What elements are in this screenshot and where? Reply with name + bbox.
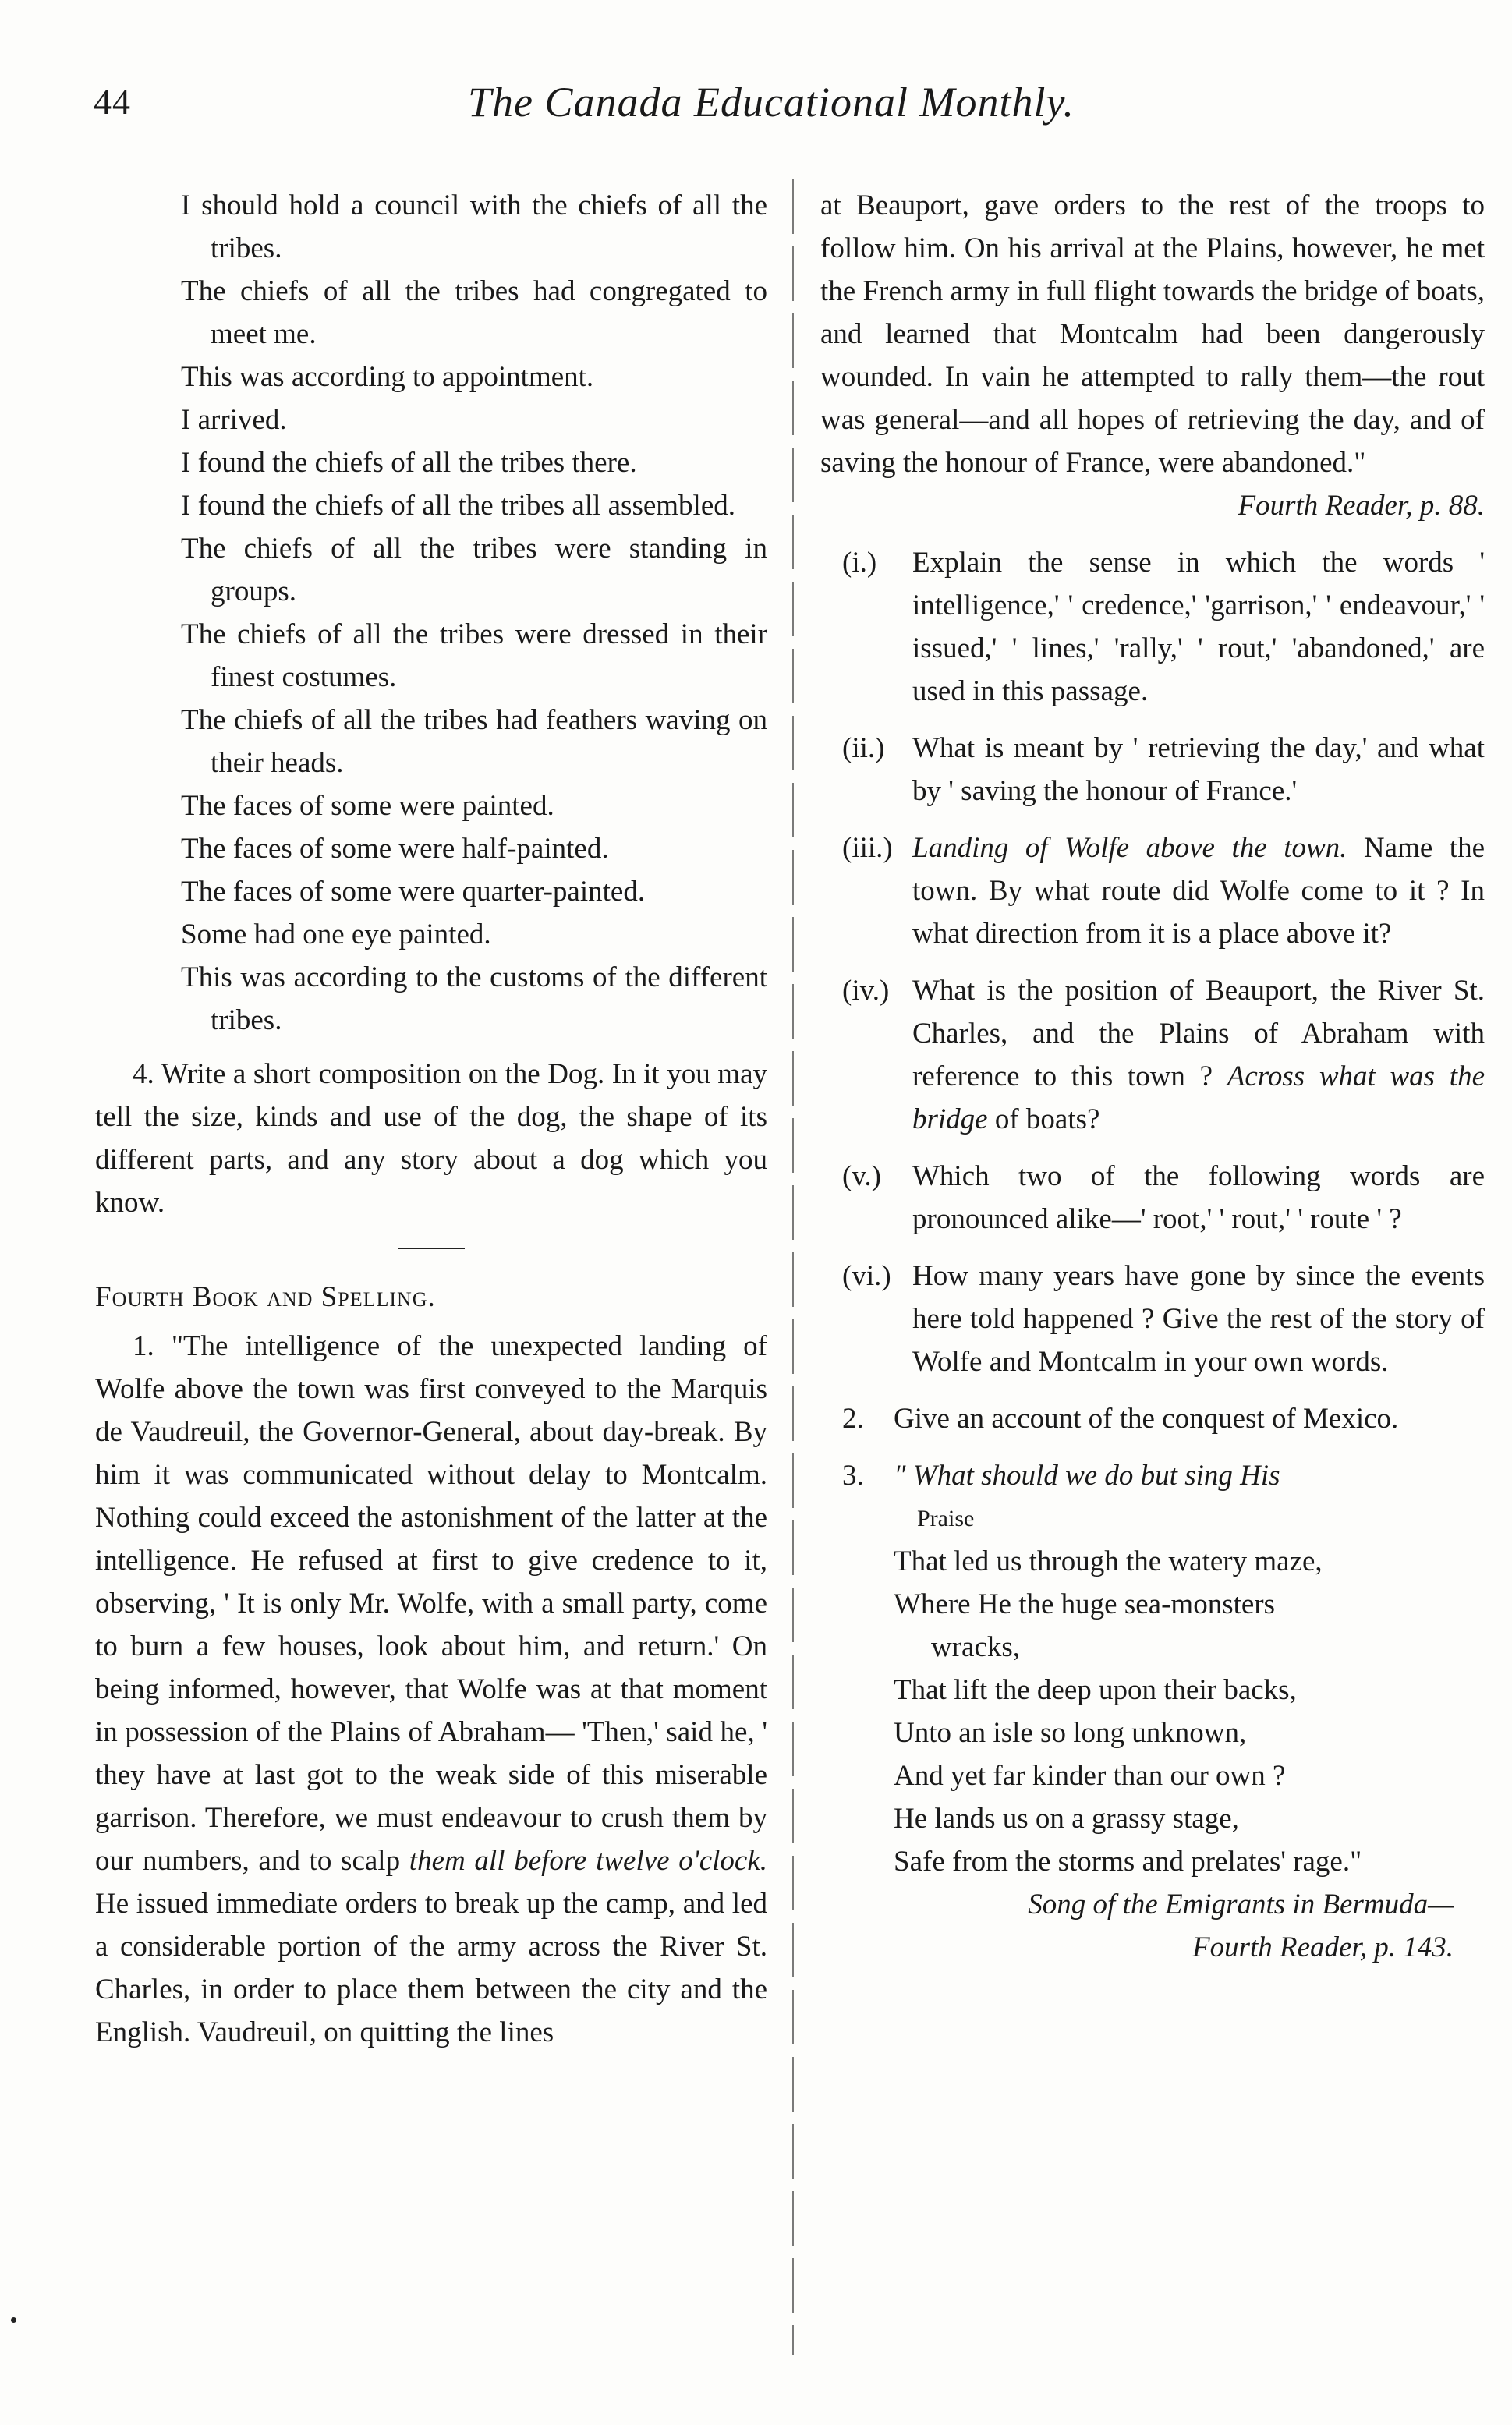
question-label: (iii.) <box>842 832 893 864</box>
running-header <box>94 81 1482 136</box>
poem <box>894 1540 1485 1883</box>
poem-line: That lift the deep upon their backs, <box>894 1674 1297 1706</box>
question-item <box>820 1155 1485 1241</box>
question-text: How many years have gone by since the events here told happened ? Give the rest of the story of Wolfe and Montcalm in your own words. <box>912 1260 1485 1378</box>
right-column <box>820 184 1485 1969</box>
question-text: Explain the sense in which the words ' intelligence,' ' credence,' 'garrison,' ' endeavour,' ' issued,' ' lines,' 'rally,' ' rout,' 'abandoned,' are used in this passage. <box>912 547 1485 707</box>
question-4: 4. Write a short composition on the Dog. In it you may tell the size, kinds and use of the dog, the shape of its different parts, and any story about a dog which you know. <box>95 1058 767 1219</box>
question-3 <box>820 1454 1485 1540</box>
source-citation: Song of the Emigrants in Bermuda— <box>1028 1889 1454 1921</box>
source-citation: Fourth Reader, p. 88. <box>1238 490 1485 522</box>
sentence: Some had one eye painted. <box>181 919 491 951</box>
question-label: (v.) <box>842 1160 881 1192</box>
question-body: Name the town. By what route did Wolfe come to it ? In what direction from it is a place above it? <box>912 832 1485 950</box>
passage-paragraph <box>95 1325 767 2054</box>
sentence: The chiefs of all the tribes were standing in groups. <box>181 533 767 607</box>
passage-continuation: at Beauport, gave orders to the rest of the troops to follow him. On his arrival at the Plains, however, he met the French army in full flight towards the bridge of boats, and learned that Montcalm had been dangerously wounded. In vain he attempted to rally them—the rout was general—and all hopes of retrieving the day, and of saving the honour of France, were abandoned." <box>820 189 1485 479</box>
sentence: The chiefs of all the tribes had feathers waving on their heads. <box>181 704 767 779</box>
poem-line: wracks, <box>931 1631 1021 1663</box>
sentence: The chiefs of all the tribes were dressed in their finest costumes. <box>181 618 767 693</box>
question-item <box>820 1255 1485 1383</box>
question-text: Which two of the following words are pronounced alike—' root,' ' rout,' ' route ' ? <box>912 1160 1485 1235</box>
column-divider <box>792 179 794 2355</box>
question-item <box>820 969 1485 1141</box>
question-end: of boats? <box>987 1103 1100 1135</box>
poem-line: Where He the huge sea-monsters <box>894 1588 1276 1620</box>
source-citation: Fourth Reader, p. 143. <box>1192 1931 1454 1963</box>
question-italic: Across what was the bridge <box>912 1060 1485 1135</box>
question-label: (vi.) <box>842 1260 891 1292</box>
passage-text-end: He issued immediate orders to break up the camp, and led a considerable portion of the army across the River St. Charles, in order to place them between the city and the English. Vaudreuil, on quitting the lines <box>95 1888 767 2048</box>
sentence-list <box>95 184 767 1042</box>
question-item <box>820 727 1485 812</box>
poem-line: That led us through the watery maze, <box>894 1545 1323 1577</box>
sentence: The faces of some were painted. <box>181 790 554 822</box>
question-label: (i.) <box>842 547 877 579</box>
question-label: (iv.) <box>842 975 890 1007</box>
question-text <box>912 827 1485 955</box>
question-body: What is the position of Beauport, the River St. Charles, and the Plains of Abraham with reference to this town ? <box>912 975 1485 1092</box>
left-column <box>95 184 767 2054</box>
sentence: I found the chiefs of all the tribes there. <box>181 447 637 479</box>
question-italic: Landing of Wolfe above the town. <box>912 832 1347 864</box>
poem-line: Unto an isle so long unknown, <box>894 1717 1247 1749</box>
question-item <box>820 827 1485 955</box>
passage-text: 1. "The intelligence of the unexpected landing of Wolfe above the town was first conveyed to the Marquis de Vaudreuil, the Governor-General, about day-break. By him it was communicated without delay to Montcalm. Nothing could exceed the astonishment of the latter at the intelligence. He refused at first to give credence to it, observing, ' It is only Mr. Wolfe, with a small party, come to burn a few houses, look about him, and return.' On being informed, however, that Wolfe was at that moment in possession of the Plains of Abraham— 'Then,' said he, ' they have at last got to the weak side of this miserable garrison. Therefore, we must endeavour to crush them by our numbers, and to scalp <box>95 1330 767 1877</box>
passage-italic: them all before twelve o'clock. <box>409 1845 767 1877</box>
question-text <box>912 969 1485 1141</box>
poem-line: Safe from the storms and prelates' rage." <box>894 1846 1362 1878</box>
running-title: The Canada Educational Monthly. <box>468 79 1075 126</box>
sentence: This was according to appointment. <box>181 361 594 393</box>
sentence: This was according to the customs of the different tribes. <box>181 961 767 1036</box>
question-text <box>894 1454 1485 1540</box>
section-heading: Fourth Book and Spelling. <box>95 1281 436 1313</box>
sentence: I arrived. <box>181 404 287 436</box>
question-text: What is meant by ' retrieving the day,' and what by ' saving the honour of France.' <box>912 732 1485 807</box>
poem-first-line-cont: Praise <box>917 1506 975 1531</box>
question-item <box>820 541 1485 713</box>
sentence: I should hold a council with the chiefs of all the tribes. <box>181 189 767 264</box>
sentence: The faces of some were half-painted. <box>181 833 609 865</box>
margin-mark <box>11 2317 16 2323</box>
question-label: (ii.) <box>842 732 885 764</box>
page-number: 44 <box>94 82 131 122</box>
question-number: 2. <box>842 1403 864 1435</box>
sentence: I found the chiefs of all the tribes all assembled. <box>181 490 736 522</box>
sentence: The faces of some were quarter-painted. <box>181 876 646 908</box>
question-2 <box>820 1397 1485 1440</box>
poem-line: He lands us on a grassy stage, <box>894 1803 1239 1835</box>
sentence: The chiefs of all the tribes had congregated to meet me. <box>181 275 767 350</box>
poem-first-line: " What should we do but sing His <box>894 1460 1280 1492</box>
question-number: 3. <box>842 1460 864 1492</box>
poem-line: And yet far kinder than our own ? <box>894 1760 1286 1792</box>
question-text: Give an account of the conquest of Mexico. <box>894 1403 1399 1435</box>
section-separator <box>398 1248 465 1249</box>
